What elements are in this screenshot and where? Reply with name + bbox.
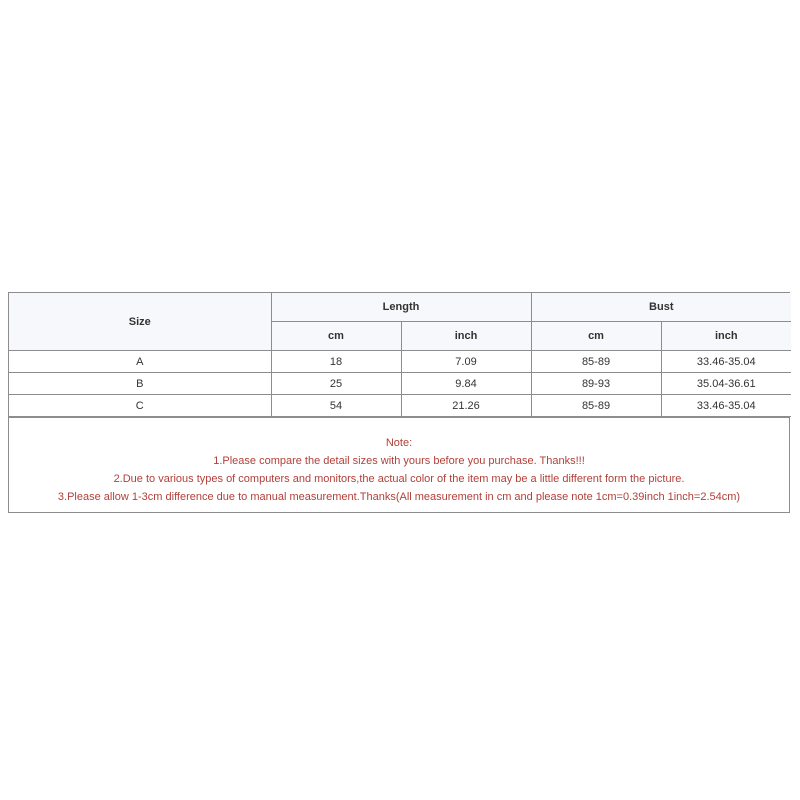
length-group-header: Length	[271, 293, 531, 322]
bust-cm-cell: 85-89	[531, 395, 661, 417]
table-row	[9, 395, 791, 417]
length-inch-cell: 9.84	[401, 373, 531, 395]
size-header: Size	[9, 293, 271, 351]
bust-inch-cell: 35.04-36.61	[661, 373, 791, 395]
notes-section	[9, 417, 789, 512]
bust-inch-cell: 33.46-35.04	[661, 351, 791, 373]
note-line-3: 3.Please allow 1-3cm difference due to manual measurement.Thanks(All measurement in cm and please note 1cm=0.39inch 1inch=2.54cm)	[57, 491, 741, 503]
length-inch-cell: 7.09	[401, 351, 531, 373]
size-cell: A	[9, 351, 271, 373]
bust-group-header: Bust	[531, 293, 791, 322]
notes-title: Note:	[385, 437, 413, 449]
size-cell: C	[9, 395, 271, 417]
bust-cm-cell: 89-93	[531, 373, 661, 395]
size-table	[9, 293, 791, 417]
table-row	[9, 351, 791, 373]
length-cm-cell: 18	[271, 351, 401, 373]
size-chart	[8, 292, 790, 513]
bust-inch-header: inch	[661, 322, 791, 351]
bust-cm-cell: 85-89	[531, 351, 661, 373]
note-line-1: 1.Please compare the detail sizes with yours before you purchase. Thanks!!!	[213, 455, 585, 467]
table-row	[9, 373, 791, 395]
bust-inch-cell: 33.46-35.04	[661, 395, 791, 417]
length-cm-cell: 54	[271, 395, 401, 417]
header-row-groups	[9, 293, 791, 322]
note-line-2: 2.Due to various types of computers and monitors,the actual color of the item may be a little different form the picture.	[113, 473, 685, 485]
size-cell: B	[9, 373, 271, 395]
length-cm-cell: 25	[271, 373, 401, 395]
length-inch-header: inch	[401, 322, 531, 351]
bust-cm-header: cm	[531, 322, 661, 351]
length-cm-header: cm	[271, 322, 401, 351]
length-inch-cell: 21.26	[401, 395, 531, 417]
